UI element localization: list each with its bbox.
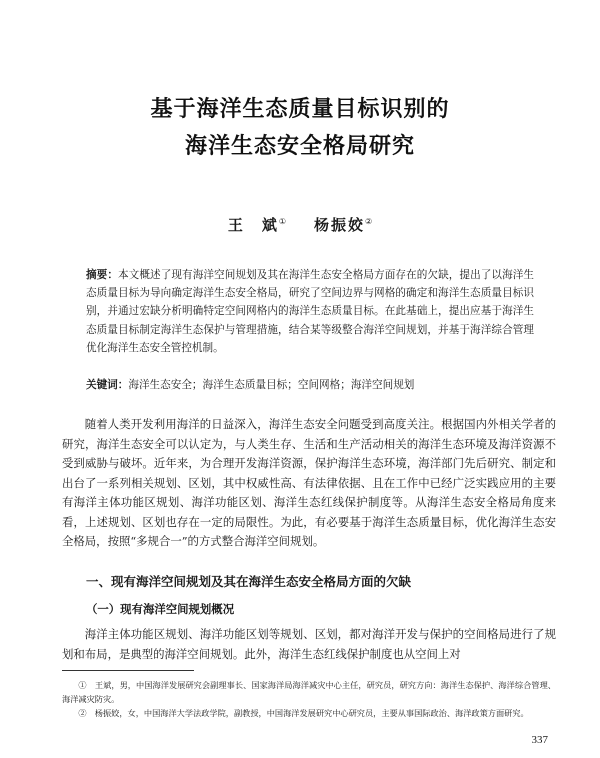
keywords-label: 关键词： <box>86 379 129 391</box>
subsection-heading-1: （一）现有海洋空间规划概况 <box>86 602 235 616</box>
keywords-text: 海洋生态安全；海洋生态质量目标；空间网格；海洋空间规划 <box>128 379 415 391</box>
author-name-1: 王 斌 <box>227 216 279 234</box>
author-line <box>0 214 600 235</box>
section-heading-1: 一、现有海洋空间规划及其在海洋生态安全格局方面的欠缺 <box>86 574 412 589</box>
author-name-2: 杨振姣 <box>314 216 366 234</box>
author-footnote-mark-1[interactable]: ① <box>278 217 286 226</box>
footnote-divider <box>62 670 194 671</box>
paper-title-line-2: 海洋生态安全格局研究 <box>184 134 415 159</box>
page-number: 337 <box>531 734 548 746</box>
abstract <box>86 266 534 357</box>
abstract-text: 本文概述了现有海洋空间规划及其在海洋生态安全格局方面存在的欠缺，提出了以海洋生态质量目标为导向确定海洋生态安全格局，研究了空间边界与网格的确定和海洋生态质量目标识别，并通过宏缺分析明确特定空间网格内的海洋生态质量目标。在此基础上，提出应基于海洋生态质量目标制定海洋生态保护与管理措施，结合某等级整合海洋空间规划，并基于海洋综合管理优化海洋生态安全管控机制。 <box>86 269 535 354</box>
keywords <box>86 376 534 394</box>
footnote-1: ① 王斌，男，中国海洋发展研究会副理事长、国家海洋局海洋减灾中心主任，研究员，研究方向：海洋生态保护、海洋综合管理、海洋减灾防灾。 <box>62 680 556 704</box>
author-footnote-mark-2[interactable]: ② <box>365 217 373 226</box>
paper-title-line-1: 基于海洋生态质量目标识别的 <box>150 97 450 122</box>
body-paragraph-2: 海洋主体功能区规划、海洋功能区划等规划、区划，都对海洋开发与保护的空间格局进行了规划和布局，是典型的海洋空间规划。此外，海洋生态红线保护制度也从空间上对 <box>62 627 556 661</box>
footnote-2: ② 杨振姣，女，中国海洋大学法政学院，副教授，中国海洋发展研究中心研究员，主要从事国际政治、海洋政策方面研究。 <box>78 708 529 718</box>
footnotes <box>62 678 556 720</box>
abstract-label: 摘要： <box>86 269 119 281</box>
body-paragraph-1: 随着人类开发利用海洋的日益深入，海洋生态安全问题受到高度关注。根据国内外相关学者的研究，海洋生态安全可以认定为，与人类生存、生活和生产活动相关的海洋生态环境及海洋资源不受到威胁与破坏。近年来，为合理开发海洋资源，保护海洋生态环境，海洋部门先后研究、制定和出台了一系列相关规划、区划，其中权威性高、有法律依据、且在工作中已经广泛实践应用的主要有海洋主体功能区规划、海洋功能区划、海洋生态红线保护制度等。从海洋生态安全格局角度来看，上述规划、区划也存在一定的局限性。为此，有必要基于海洋生态质量目标，优化海洋生态安全格局，按照“多规合一”的方式整合海洋空间规划。 <box>62 417 556 548</box>
